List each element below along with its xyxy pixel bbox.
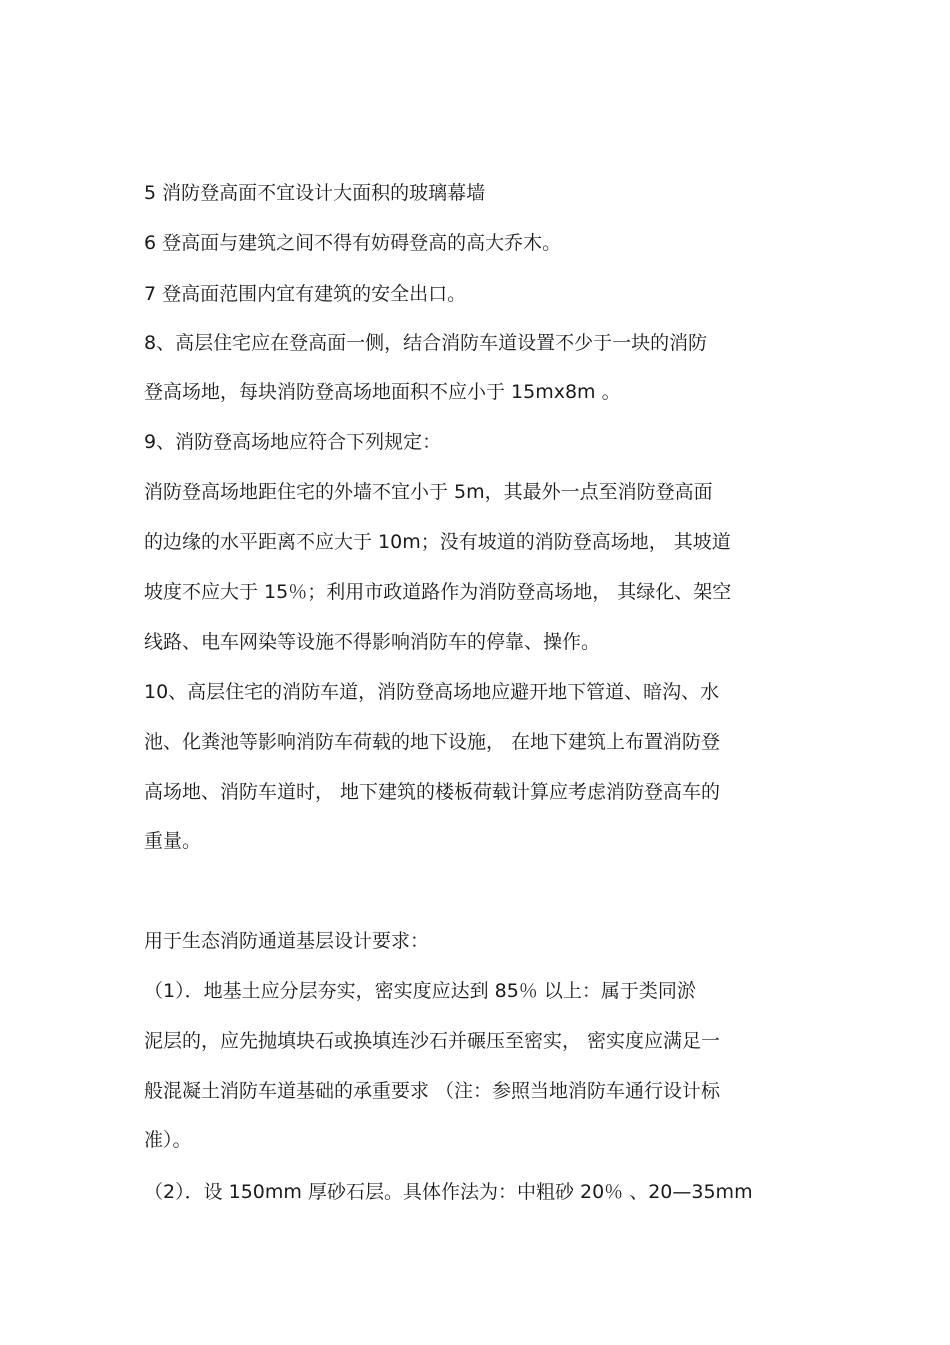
text-line: （1）．地基土应分层夯实，密实度应达到 85％ 以上：属于类同淤: [144, 980, 696, 1002]
text-line: （2）．设 150mm 厚砂石层。具体作法为：中粗砂 20％ 、20—35mm: [144, 1181, 753, 1203]
text-line: 准）。: [144, 1129, 192, 1151]
text-line: 线路、电车网染等设施不得影响消防车的停靠、操作。: [144, 631, 601, 653]
text-line: 8、高层住宅应在登高面一侧，结合消防车道设置不少于一块的消防: [144, 332, 708, 354]
text-line: 用于生态消防通道基层设计要求：: [144, 930, 430, 952]
text-line: 般混凝土消防车道基础的承重要求 （注：参照当地消防车通行设计标: [144, 1080, 721, 1102]
text-line: 9、消防登高场地应符合下列规定：: [144, 431, 442, 453]
text-line: 坡度不应大于 15％；利用市政道路作为消防登高场地， 其绿化、架空: [144, 581, 732, 603]
text-line: 10、高层住宅的消防车道，消防登高场地应避开地下管道、暗沟、水: [144, 681, 720, 703]
text-line: 7 登高面范围内宜有建筑的安全出口。: [144, 283, 467, 305]
text-line: 的边缘的水平距离不应大于 10m；没有坡道的消防登高场地， 其坡道: [144, 531, 731, 553]
text-line: 登高场地，每块消防登高场地面积不应小于 15mx8m 。: [144, 381, 621, 403]
text-line: 消防登高场地距住宅的外墙不宜小于 5m，其最外一点至消防登高面: [144, 481, 713, 503]
text-line: 重量。: [144, 830, 202, 852]
text-line: 泥层的，应先抛填块石或换填连沙石并碾压至密实， 密实度应满足一: [144, 1030, 721, 1052]
text-line: 5 消防登高面不宜设计大面积的玻璃幕墙: [144, 182, 486, 204]
text-line: 6 登高面与建筑之间不得有妨碍登高的高大乔木。: [144, 232, 562, 254]
text-line: 高场地、消防车道时， 地下建筑的楼板荷载计算应考虑消防登高车的: [144, 781, 721, 803]
text-line: 池、化粪池等影响消防车荷载的地下设施， 在地下建筑上布置消防登: [144, 731, 721, 753]
